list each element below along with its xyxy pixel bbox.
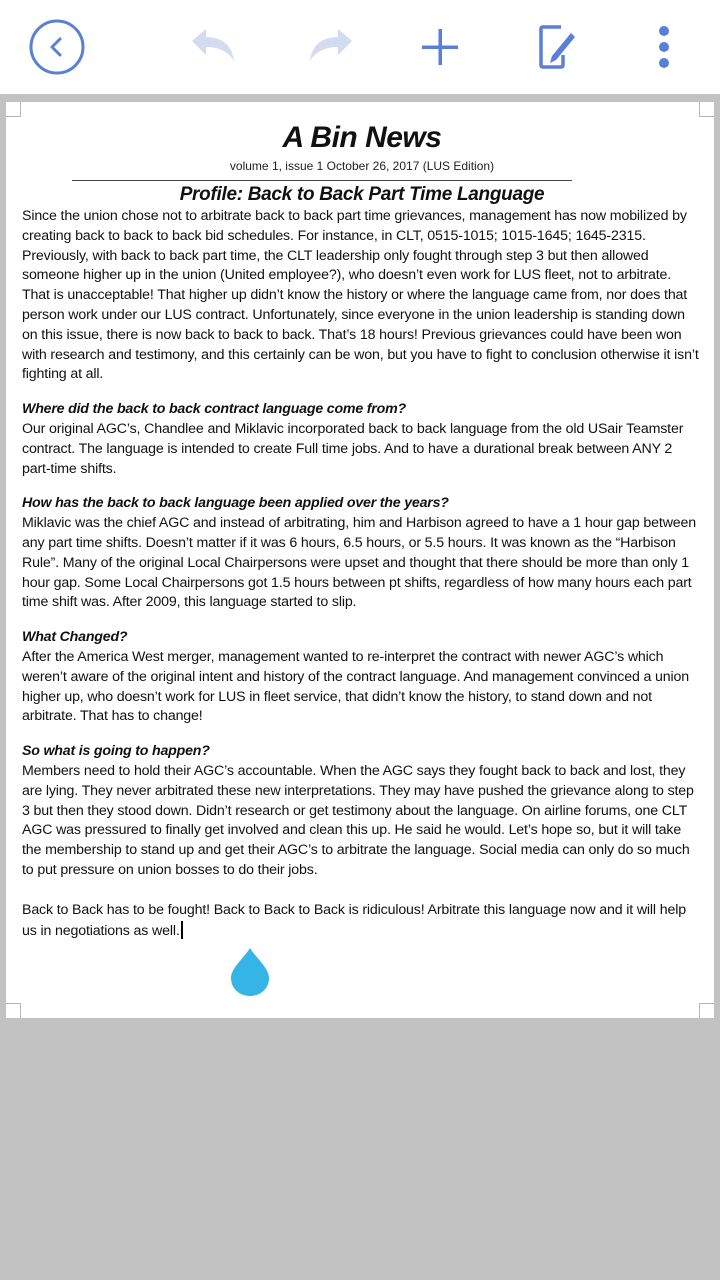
more-options-button[interactable] <box>634 17 694 77</box>
section-heading: So what is going to happen? <box>22 743 210 760</box>
undo-button[interactable] <box>186 17 246 77</box>
newsletter-subtitle: volume 1, issue 1 October 26, 2017 (LUS Edition) <box>229 159 495 173</box>
more-icon <box>654 23 674 71</box>
section-heading: How has the back to back language been applied over the years? <box>22 495 449 512</box>
intro-paragraph: Since the union chose not to arbitrate back to back part time grievances, management has now mobilized by creating back to back to back bid schedules. For instance, in CLT, 0515-1015; 1015-1645; 1645-2315. Previously, with back to back part time, the CLT leadership only fought through step 3 but then allowed someone higher up in the union (United employee?), who doesn’t even work for LUS fleet, not to arbitrate. That is unacceptable! That higher up didn’t know the history or where the language came from, nor does that person work under our LUS contract. Unfortunately, since everyone in the union leadership is standing down on this issue, there is now back to back to back. That’s 18 hours! Previous grievances could have been won with research and testimony, and this certainly can be won, but you have to fight to conclusion otherwise it isn’t fighting at all. <box>22 208 699 383</box>
undo-icon <box>188 27 244 67</box>
edit-icon <box>532 23 580 71</box>
text-cursor <box>181 921 183 939</box>
section-body: Members need to hold their AGC’s accountable. When the AGC says they fought back to back and lost, they are lying. They never arbitrated these new interpretations. They may have pushed the grievance along to step 3 but then they stood down. Didn’t research or get testimony about the language. On airline forums, one CLT AGC was pressured to finally get involved and clean this up. He said he would. Let’s hope so, but it will take the membership to stand up and get their AGC’s to arbitrate the language. Social media can only do so much to put pressure on union bosses to do their jobs. <box>22 762 694 878</box>
margin-corner-bottom-right <box>699 1003 714 1018</box>
section-body: After the America West merger, management wanted to re-interpret the contract with newer AGC’s which weren’t aware of the original intent and history of the contract language. And management convinced a union higher up, who doesn’t work for LUS in fleet service, that didn’t know the history, to stand down and not arbitrate. That has to change! <box>22 648 689 725</box>
section-body: Miklavic was the chief AGC and instead of arbitrating, him and Harbison agreed to have a 1 hour gap between any part time shifts. Doesn’t matter if it was 6 hours, 6.5 hours, or 5.5 hours. It was known as the “Harbison Rule”. Many of the original Local Chairpersons were upset and thought that there should be more than only 1 hour gap. Some Local Chairpersons got 1.5 hours between pt shifts, regardless of how many hours each part time shift was. After 2009, this language started to slip. <box>22 515 697 611</box>
cursor-handle[interactable] <box>229 946 271 998</box>
section-body: Our original AGC’s, Chandlee and Miklavic incorporated back to back language from the old USair Teamster contract. The language is intended to create Full time jobs. And to have a durational break between ANY 2 part-time shifts. <box>22 420 684 477</box>
margin-corner-top-left <box>6 102 21 117</box>
edit-button[interactable] <box>526 17 586 77</box>
section-heading: What Changed? <box>22 629 128 646</box>
top-toolbar <box>0 0 720 94</box>
section-heading: Where did the back to back contract language come from? <box>22 401 406 418</box>
closing-text: Back to Back has to be fought! Back to Back to Back is ridiculous! Arbitrate this language now and it will help us in negotiations as well. <box>22 901 686 939</box>
article-heading: Profile: Back to Back Part Time Language <box>179 184 545 205</box>
margin-corner-bottom-left <box>6 1003 21 1018</box>
document-page[interactable] <box>6 102 714 1018</box>
horizontal-rule <box>72 180 572 181</box>
margin-corner-top-right <box>699 102 714 117</box>
redo-icon <box>300 27 356 67</box>
redo-button[interactable] <box>298 17 358 77</box>
add-button[interactable] <box>410 17 470 77</box>
back-icon <box>28 18 86 76</box>
add-icon <box>420 27 460 67</box>
newsletter-title: A Bin News <box>282 121 442 154</box>
closing-paragraph <box>22 901 702 942</box>
document-body[interactable] <box>22 120 702 941</box>
back-button[interactable] <box>27 17 87 77</box>
